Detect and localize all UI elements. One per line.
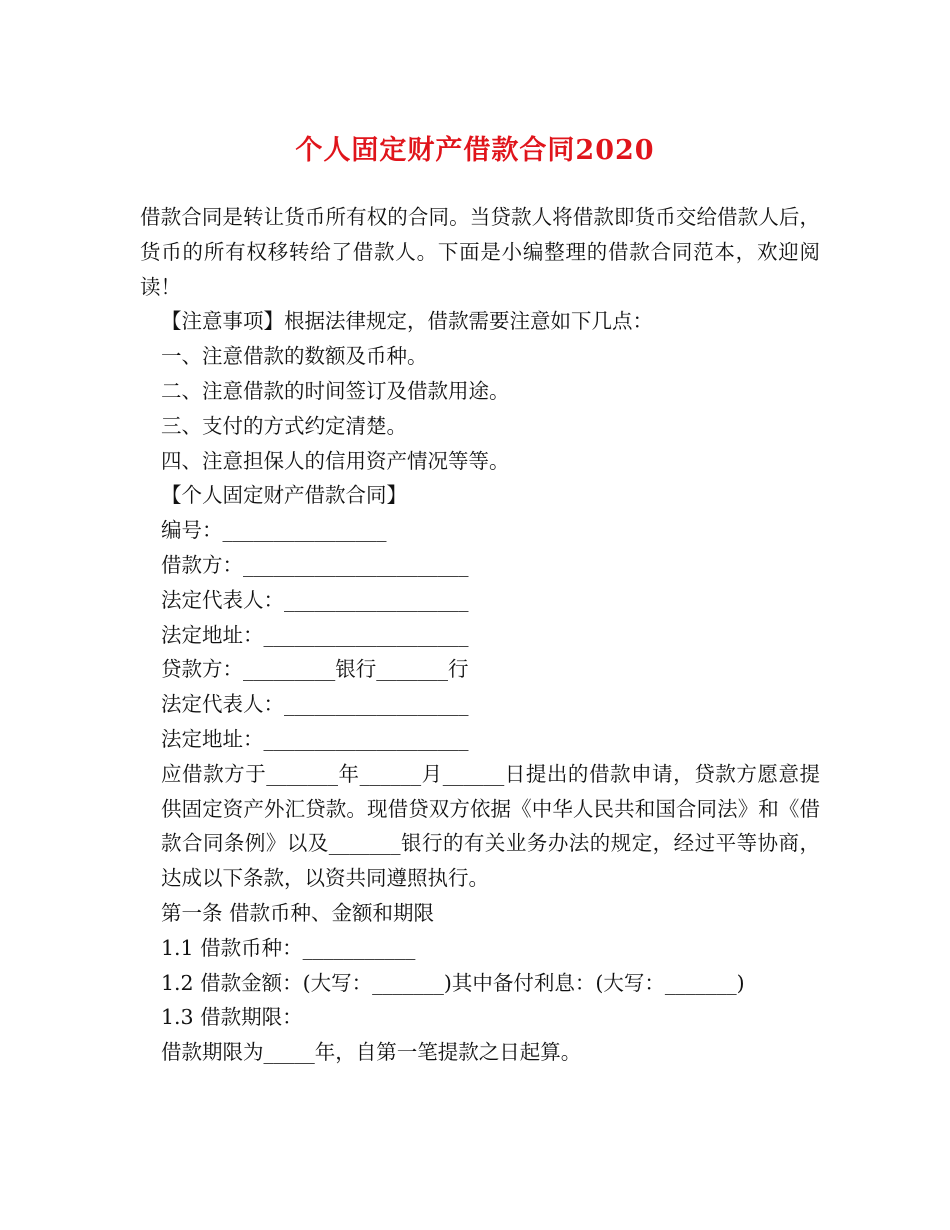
clause-1-1: 1.1 借款币种：___________ bbox=[161, 935, 416, 960]
contract-number-line: 编号：________________ bbox=[161, 518, 387, 543]
contract-heading: 【个人固定财产借款合同】 bbox=[161, 483, 407, 508]
borrower-line: 借款方：______________________ bbox=[161, 552, 469, 577]
notice-item-2: 二、注意借款的时间签订及借款用途。 bbox=[161, 378, 510, 403]
notice-item-4: 四、注意担保人的信用资产情况等等。 bbox=[161, 448, 510, 473]
notice-item-1: 一、注意借款的数额及币种。 bbox=[161, 344, 428, 369]
lender-line: 贷款方：_________银行_______行 bbox=[161, 657, 469, 682]
borrower-representative-line: 法定代表人：__________________ bbox=[161, 587, 469, 612]
document-body bbox=[140, 200, 820, 1070]
clause-1-3: 1.3 借款期限： bbox=[161, 1005, 303, 1030]
loan-term-line: 借款期限为_____年，自第一笔提款之日起算。 bbox=[161, 1040, 582, 1065]
article-1-heading: 第一条 借款币种、金额和期限 bbox=[161, 900, 435, 925]
lender-address-line: 法定地址：____________________ bbox=[161, 726, 469, 751]
intro-paragraph: 借款合同是转让货币所有权的合同。当贷款人将借款即货币交给借款人后，货币的所有权移转给了借款人。下面是小编整理的借款合同范本，欢迎阅读！ bbox=[140, 205, 820, 299]
notice-item-3: 三、支付的方式约定清楚。 bbox=[161, 413, 407, 438]
document-title: 个人固定财产借款合同2020 bbox=[295, 135, 655, 166]
lender-representative-line: 法定代表人：__________________ bbox=[161, 692, 469, 717]
notice-heading: 【注意事项】根据法律规定，借款需要注意如下几点： bbox=[161, 309, 653, 334]
clause-1-2: 1.2 借款金额：(大写：_______)其中备付利息：(大写：_______) bbox=[161, 970, 745, 995]
borrower-address-line: 法定地址：____________________ bbox=[161, 622, 469, 647]
application-paragraph: 应借款方于_______年______月______日提出的借款申请，贷款方愿意提供固定资产外汇贷款。现借贷双方依据《中华人民共和国合同法》和《借款合同条例》以及_______银行的有关业务办法的规定，经过平等协商，达成以下条款，以资共同遵照执行。 bbox=[161, 761, 820, 891]
